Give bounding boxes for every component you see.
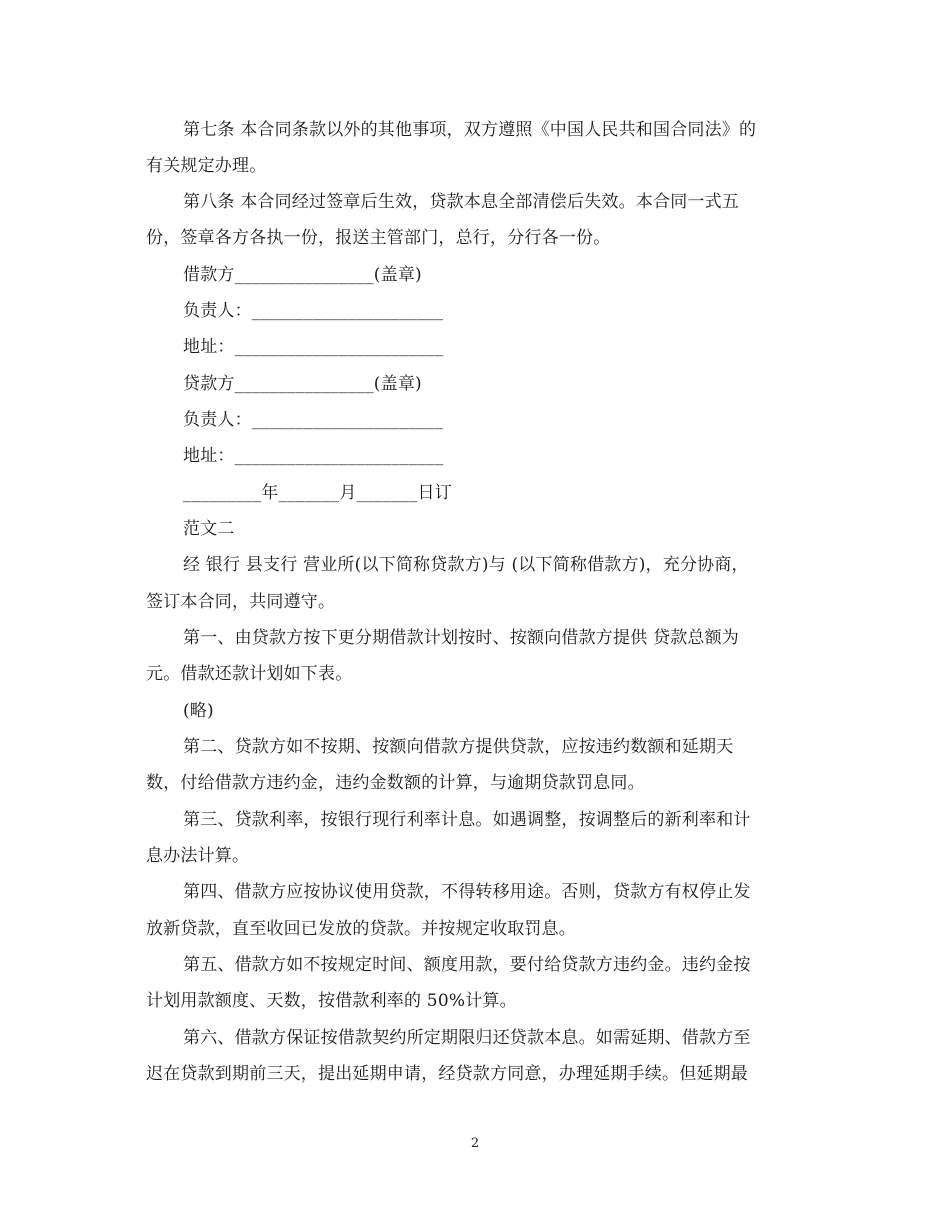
item-2-line-2: 数，付给借款方违约金，违约金数额的计算，与逾期贷款罚息同。 (146, 773, 645, 793)
clause-7-line-1: 第七条 本合同条款以外的其他事项，双方遵照《中国人民共和国合同法》的 (183, 120, 757, 140)
item-3-line-1: 第三、贷款利率，按银行现行利率计息。如遇调整，按调整后的新利率和计 (183, 810, 751, 830)
item-5-line-2: 计划用款额度、天数，按借款利率的 50%计算。 (146, 991, 517, 1011)
item-4-line-2: 放新贷款，直至收回已发放的贷款。并按规定收取罚息。 (146, 919, 576, 939)
item-1-line-2: 元。借款还款计划如下表。 (146, 664, 353, 684)
clause-7-line-2: 有关规定办理。 (146, 156, 267, 176)
section-title: 范文二 (183, 519, 235, 539)
page-number: 2 (470, 1136, 480, 1151)
lender-principal-line: 负责人：______________________ (183, 410, 444, 430)
item-3-line-2: 息办法计算。 (146, 846, 250, 866)
intro-line-2: 签订本合同，共同遵守。 (146, 592, 336, 612)
item-6-line-2: 迟在贷款到期前三天，提出延期申请，经贷款方同意，办理延期手续。但延期最 (146, 1064, 748, 1084)
item-5-line-1: 第五、借款方如不按规定时间、额度用款，要付给贷款方违约金。违约金按 (183, 955, 751, 975)
borrower-address-line: 地址：________________________ (183, 337, 444, 357)
clause-8-line-1: 第八条 本合同经过签章后生效，贷款本息全部清偿后失效。本合同一式五 (183, 192, 740, 212)
omitted-note: (略) (183, 701, 214, 721)
date-line: _________年_______月_______日订 (183, 483, 452, 503)
borrower-principal-line: 负责人：______________________ (183, 301, 444, 321)
clause-8-line-2: 份，签章各方各执一份，报送主管部门，总行，分行各一份。 (146, 228, 611, 248)
item-1-line-1: 第一、由贷款方按下更分期借款计划按时、按额向借款方提供 贷款总额为 (183, 628, 740, 648)
lender-seal-line: 贷款方________________(盖章) (183, 374, 422, 394)
item-4-line-1: 第四、借款方应按协议使用贷款，不得转移用途。否则，贷款方有权停止发 (183, 882, 751, 902)
item-2-line-1: 第二、贷款方如不按期、按额向借款方提供贷款，应按违约数额和延期天 (183, 737, 734, 757)
lender-address-line: 地址：________________________ (183, 446, 444, 466)
borrower-seal-line: 借款方________________(盖章) (183, 265, 422, 285)
item-6-line-1: 第六、借款方保证按借款契约所定期限归还贷款本息。如需延期、借款方至 (183, 1028, 751, 1048)
intro-line-1: 经 银行 县支行 营业所(以下简称贷款方)与 (以下简称借款方)，充分协商， (183, 555, 749, 575)
